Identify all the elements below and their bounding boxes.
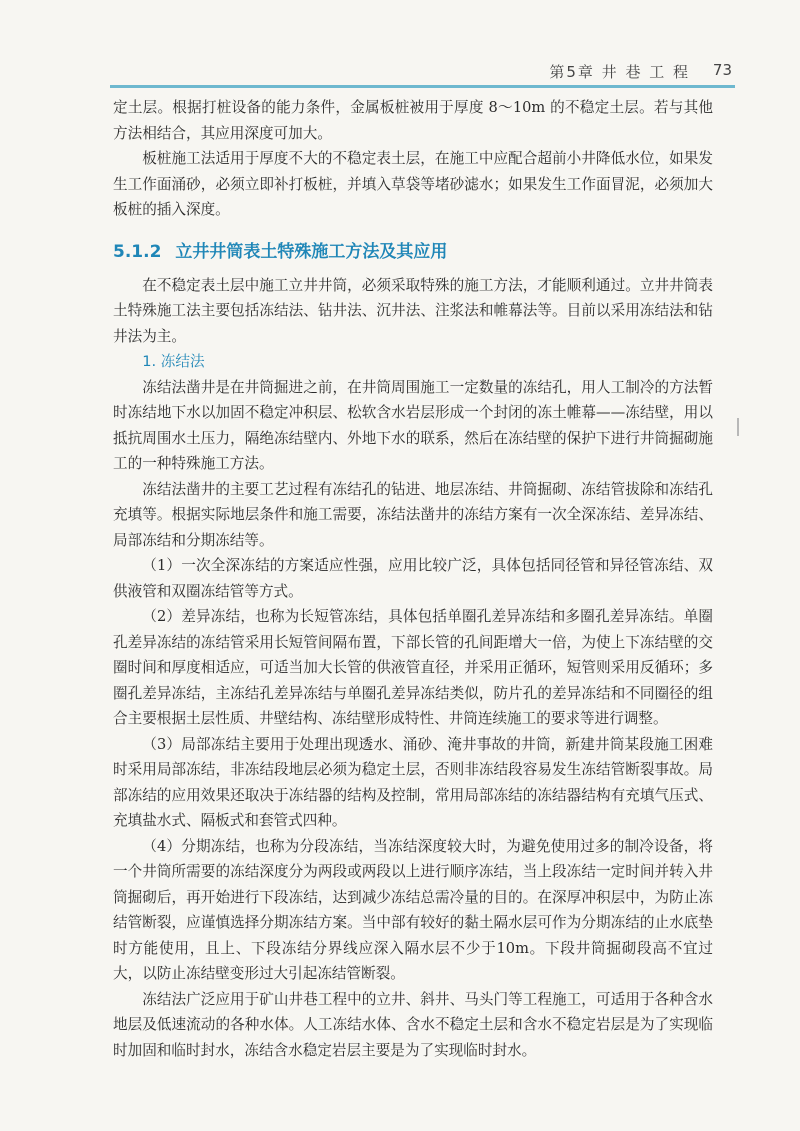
list-item-3: （3）局部冻结主要用于处理出现透水、涌砂、淹井事故的井筒，新建井筒某段施工困难时采用局部冻结，非冻结段地层必须为稳定土层，否则非冻结段容易发生冻结管断裂事故。局部冻结的应用效果还取决于冻结器的结构及控制，常用局部冻结的冻结器结构有充填气压式、充填盐水式、隔板式和套管式四种。 xyxy=(113,735,713,829)
list-item-4: （4）分期冻结，也称为分段冻结，当冻结深度较大时，为避免使用过多的制冷设备，将一个井筒所需要的冻结深度分为两段或两段以上进行顺序冻结，当上段冻结一定时间并转入井筒掘砌后，再开始进行下段冻结，达到减少冻结总需冷量的目的。在深厚冲积层中，为防止冻结管断裂，应谨慎选择分期冻结方案。当中部有较好的黏土隔水层可作为分期冻结的止水底垫时方能使用，且上、下段冻结分界线应深入隔水层不少于10m。下段井筒掘砌段高不宜过大，以防止冻结壁变形过大引起冻结管断裂。 xyxy=(113,837,713,982)
section-title: 立井井筒表土特殊施工方法及其应用 xyxy=(175,241,448,262)
body-paragraph: 冻结法凿井的主要工艺过程有冻结孔的钻进、地层冻结、井筒掘砌、冻结管拔除和冻结孔充填等。根据实际地层条件和施工需要，冻结法凿井的冻结方案有一次全深冻结、差异冻结、局部冻结和分期冻结等。 xyxy=(113,480,713,549)
section-intro: 在不稳定表土层中施工立井井筒，必须采取特殊的施工方法，才能顺利通过。立井井筒表土特殊施工法主要包括冻结法、钻井法、沉井法、注浆法和帷幕法等。目前以采用冻结法和钻井法为主。 xyxy=(113,276,713,345)
body-paragraph: 定土层。根据打桩设备的能力条件，金属板桩被用于厚度 8～10m 的不稳定土层。若与其他方法相结合，其应用深度可加大。 xyxy=(113,99,713,142)
subsection-heading: 1. 冻结法 xyxy=(142,353,205,370)
list-item-2: （2）差异冻结，也称为长短管冻结，具体包括单圈孔差异冻结和多圈孔差异冻结。单圈孔差异冻结的冻结管采用长短管间隔布置，下部长管的孔间距增大一倍，为使上下冻结壁的交圈时间和厚度相适应，可适当加大长管的供液管直径，并采用正循环，短管则采用反循环；多圈孔差异冻结，主冻结孔差异冻结与单圈孔差异冻结类似，防片孔的差异冻结和不同圈径的组合主要根据土层性质、井壁结构、冻结壁形成特性、井筒连续施工的要求等进行调整。 xyxy=(113,608,713,727)
header-rule xyxy=(110,85,735,88)
page-number: 73 xyxy=(712,61,732,79)
body-paragraph: 冻结法凿井是在井筒掘进之前，在井筒周围施工一定数量的冻结孔，用人工制冷的方法暂时冻结地下水以加固不稳定冲积层、松软含水岩层形成一个封闭的冻土帷幕——冻结壁，用以抵抗周围水土压力，隔绝冻结壁内、外地下水的联系，然后在冻结壁的保护下进行井筒掘砌施工的一种特殊施工方法。 xyxy=(113,378,713,472)
page-body xyxy=(113,95,713,1063)
running-head-chapter: 第5章 井 巷 工 程 xyxy=(549,63,690,81)
body-paragraph: 冻结法广泛应用于矿山井巷工程中的立井、斜井、马头门等工程施工，可适用于各种含水地层及低速流动的各种水体。人工冻结水体、含水不稳定土层和含水不稳定岩层是为了实现临时加固和临时封水，冻结含水稳定岩层主要是为了实现临时封水。 xyxy=(113,990,713,1059)
section-heading xyxy=(113,239,713,265)
section-number: 5.1.2 xyxy=(113,241,162,262)
list-item-1: （1）一次全深冻结的方案适应性强，应用比较广泛，具体包括同径管和异径管冻结、双供液管和双圈冻结管等方式。 xyxy=(113,557,713,600)
margin-mark xyxy=(737,418,739,436)
page-header xyxy=(0,57,800,87)
body-paragraph: 板桩施工法适用于厚度不大的不稳定表土层，在施工中应配合超前小井降低水位，如果发生工作面涌砂，必须立即补打板桩，并填入草袋等堵砂滤水；如果发生工作面冒泥，必须加大板桩的插入深度。 xyxy=(113,150,713,218)
